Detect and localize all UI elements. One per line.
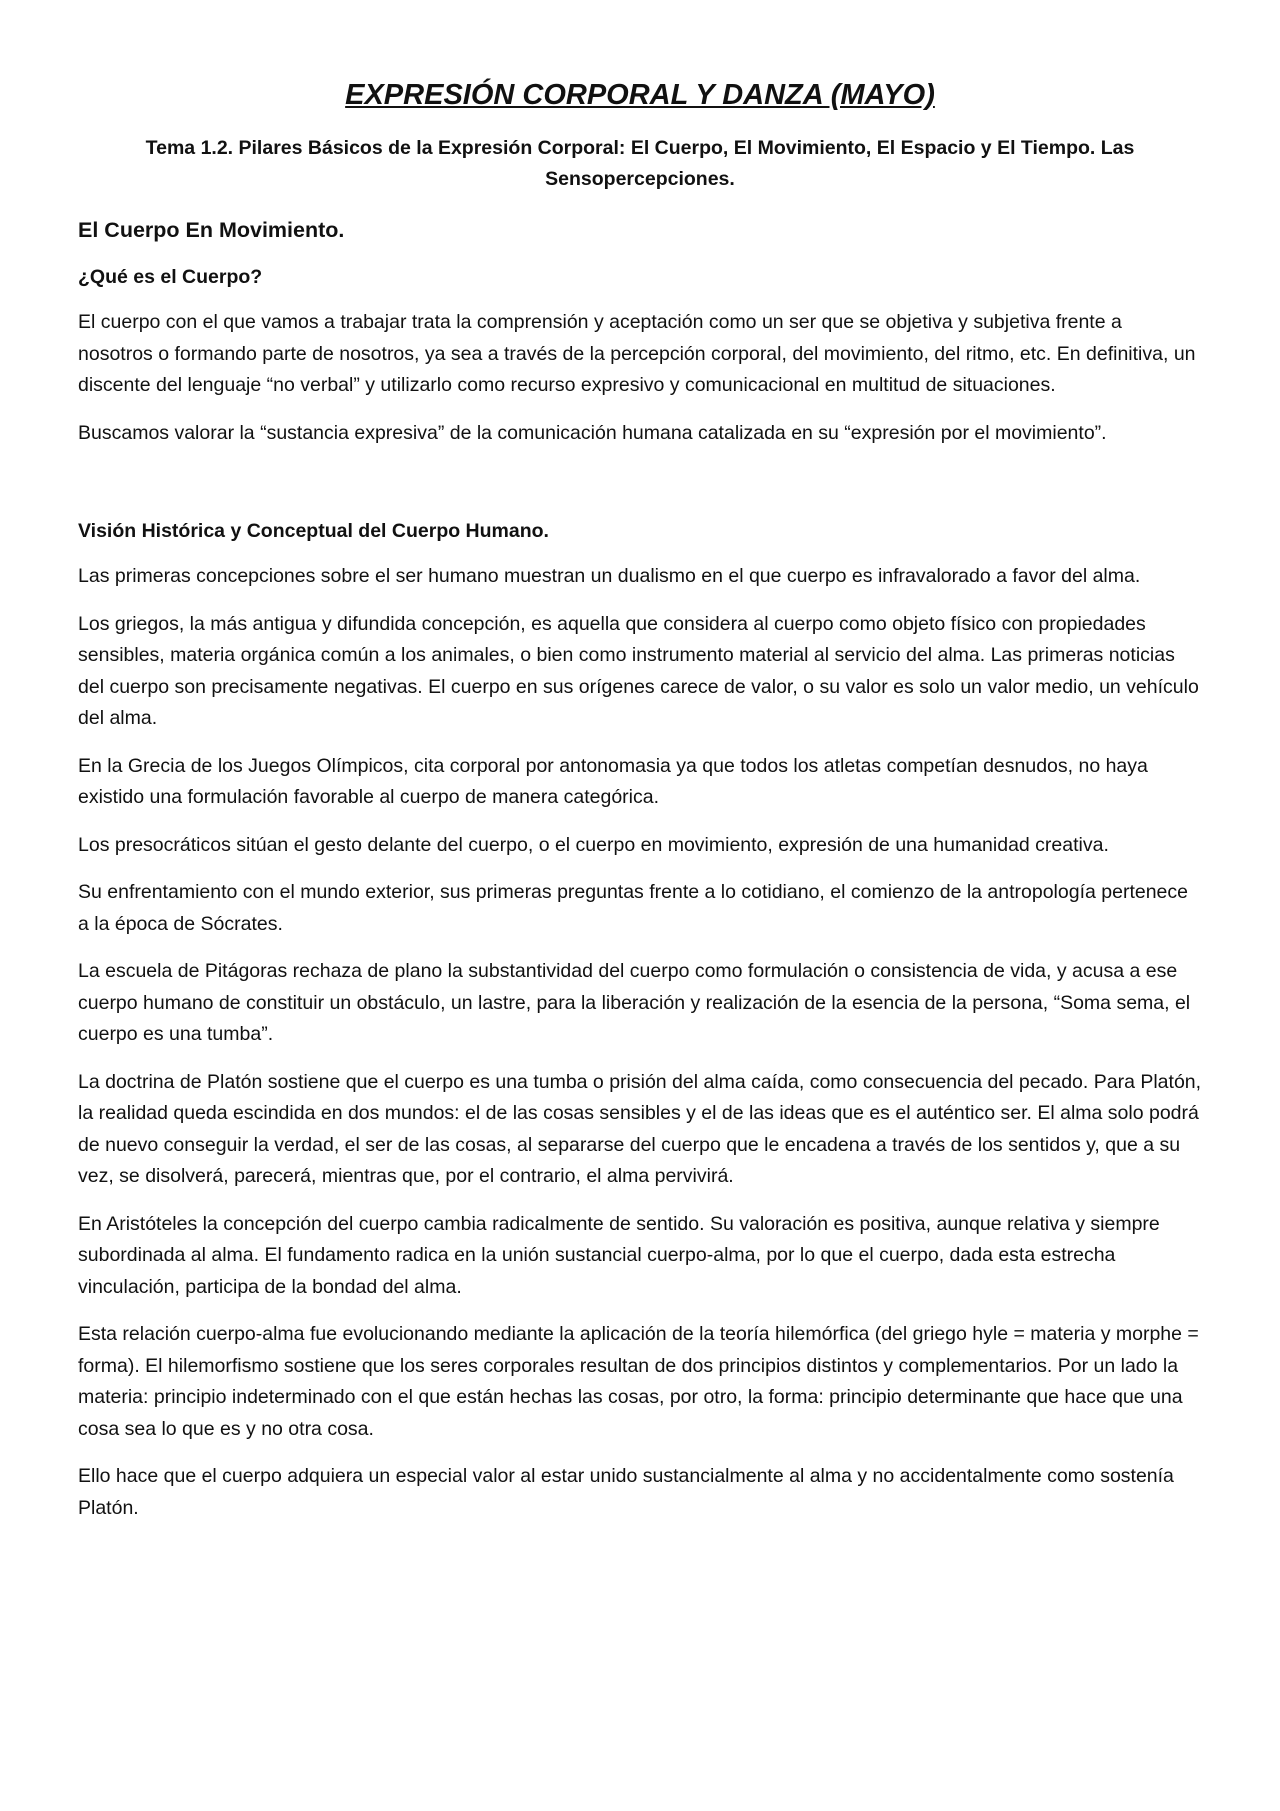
paragraph: Los griegos, la más antigua y difundida concepción, es aquella que considera al cuerpo como objeto físico con propiedades sensibles, materia orgánica común a los animales, o bien como instrumento material al servicio del alma. Las primeras noticias del cuerpo son precisamente negativas. El cuerpo en sus orígenes carece de valor, o su valor es solo un valor medio, un vehículo del alma. bbox=[78, 612, 1199, 730]
paragraph: Buscamos valorar la “sustancia expresiva” de la comunicación humana catalizada en su “expresión por el movimiento”. bbox=[78, 421, 1107, 444]
subheading-que-es-el-cuerpo: ¿Qué es el Cuerpo? bbox=[78, 265, 263, 288]
paragraph: Las primeras concepciones sobre el ser humano muestran un dualismo en el que cuerpo es infravalorado a favor del alma. bbox=[78, 565, 1141, 588]
paragraph: Esta relación cuerpo-alma fue evolucionando mediante la aplicación de la teoría hilemórfica (del griego hyle = materia y morphe = forma). El hilemorfismo sostiene que los seres corporales resultan de dos principios distintos y complementarios. Por un lado la materia: principio indeterminado con el que están hechas las cosas, por otro, la forma: principio determinante que hace que una cosa sea lo que es y no otra cosa. bbox=[78, 1323, 1199, 1440]
paragraph: El cuerpo con el que vamos a trabajar trata la comprensión y aceptación como un ser que se objetiva y subjetiva frente a nosotros o formando parte de nosotros, ya sea a través de la percepción corporal, del movimiento, del ritmo, etc. En definitiva, un discente del lenguaje “no verbal” y utilizarlo como recurso expresivo y comunicacional en multitud de situaciones. bbox=[78, 311, 1196, 397]
paragraph: En Aristóteles la concepción del cuerpo cambia radicalmente de sentido. Su valoración es positiva, aunque relativa y siempre subordinada al alma. El fundamento radica en la unión sustancial cuerpo-alma, por lo que el cuerpo, dada esta estrecha vinculación, participa de la bondad del alma. bbox=[78, 1212, 1160, 1298]
paragraph: Ello hace que el cuerpo adquiera un especial valor al estar unido sustancialmente al alma y no accidentalmente como sostenía Platón. bbox=[78, 1465, 1174, 1519]
subheading-vision-historica: Visión Histórica y Conceptual del Cuerpo Humano. bbox=[78, 520, 549, 543]
section-heading-cuerpo-en-movimiento: El Cuerpo En Movimiento. bbox=[78, 217, 345, 242]
paragraph: En la Grecia de los Juegos Olímpicos, cita corporal por antonomasia ya que todos los atletas competían desnudos, no haya existido una formulación favorable al cuerpo de manera categórica. bbox=[78, 754, 1148, 809]
paragraph: La escuela de Pitágoras rechaza de plano la substantividad del cuerpo como formulación o consistencia de vida, y acusa a ese cuerpo humano de constituir un obstáculo, un lastre, para la liberación y realización de la esencia de la persona, “Soma sema, el cuerpo es una tumba”. bbox=[78, 960, 1191, 1046]
paragraph: Su enfrentamiento con el mundo exterior, sus primeras preguntas frente a lo cotidiano, el comienzo de la antropología pertenece a la época de Sócrates. bbox=[78, 881, 1188, 935]
document-subtitle: Tema 1.2. Pilares Básicos de la Expresión Corporal: El Cuerpo, El Movimiento, El Espacio y El Tiempo. Las Sensopercepciones. bbox=[145, 136, 1135, 190]
paragraph: Los presocráticos sitúan el gesto delante del cuerpo, o el cuerpo en movimiento, expresión de una humanidad creativa. bbox=[78, 833, 1109, 856]
document-title: EXPRESIÓN CORPORAL Y DANZA (MAYO) bbox=[345, 79, 935, 111]
section-spacer bbox=[78, 465, 1202, 519]
paragraph: La doctrina de Platón sostiene que el cuerpo es una tumba o prisión del alma caída, como consecuencia del pecado. Para Platón, la realidad queda escindida en dos mundos: el de las cosas sensibles y el de las ideas que es el auténtico ser. El alma solo podrá de nuevo conseguir la verdad, el ser de las cosas, al separarse del cuerpo que le encadena a través de los sentidos y, que a su vez, se disolverá, parecerá, mientras que, por el contrario, el alma pervivirá. bbox=[78, 1070, 1202, 1188]
